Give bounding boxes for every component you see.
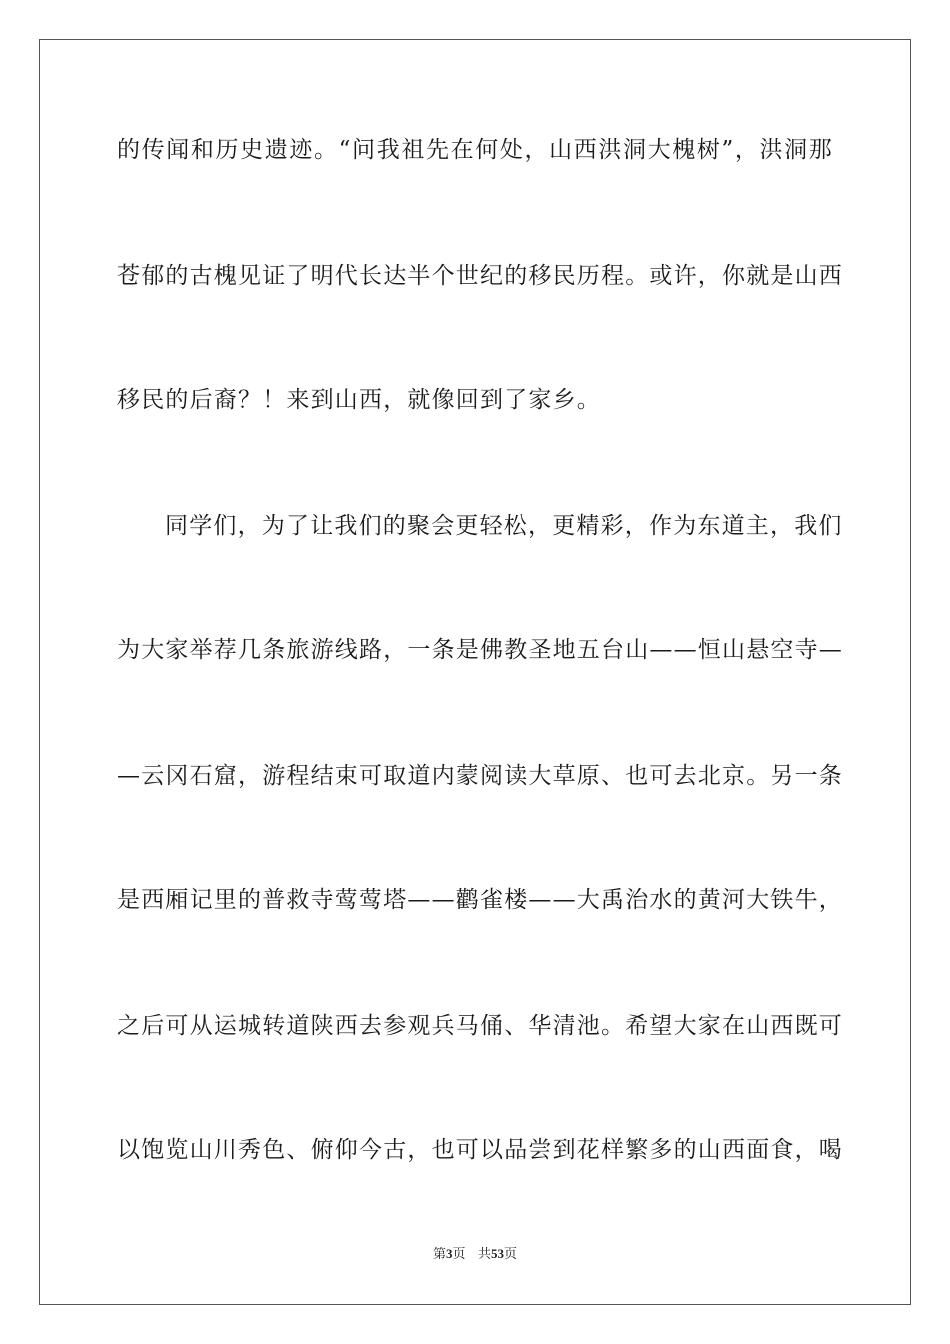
text-line-8: 之后可从运城转道陕西去参观兵马俑、华清池。希望大家在山西既可 [117, 1013, 843, 1039]
text-line-5: 为大家举荐几条旅游线路，一条是佛教圣地五台山——恒山悬空寺— [117, 637, 843, 663]
text-line-4: 同学们，为了让我们的聚会更轻松，更精彩，作为东道主，我们 [165, 513, 843, 539]
page-border [39, 39, 911, 1305]
total-prefix: 共 [477, 1247, 491, 1262]
text-line-3: 移民的后裔？！来到山西，就像回到了家乡。 [117, 387, 601, 413]
page-footer [0, 1245, 950, 1264]
page-prefix: 第 [433, 1247, 447, 1262]
page-suffix: 页 [452, 1247, 466, 1262]
text-line-6: —云冈石窟，游程结束可取道内蒙阅读大草原、也可去北京。另一条 [117, 763, 843, 789]
total-pages: 53 [490, 1246, 504, 1261]
text-line-2: 苍郁的古槐见证了明代长达半个世纪的移民历程。或许，你就是山西 [117, 263, 843, 289]
total-suffix: 页 [503, 1247, 517, 1262]
text-line-1: 的传闻和历史遗迹。“问我祖先在何处，山西洪洞大槐树”，洪洞那 [117, 137, 833, 163]
text-line-7: 是西厢记里的普救寺莺莺塔——鹳雀楼——大禹治水的黄河大铁牛， [117, 887, 843, 913]
page-number: 3 [446, 1246, 453, 1261]
text-line-9: 以饱览山川秀色、俯仰今古，也可以品尝到花样繁多的山西面食，喝 [117, 1137, 843, 1163]
